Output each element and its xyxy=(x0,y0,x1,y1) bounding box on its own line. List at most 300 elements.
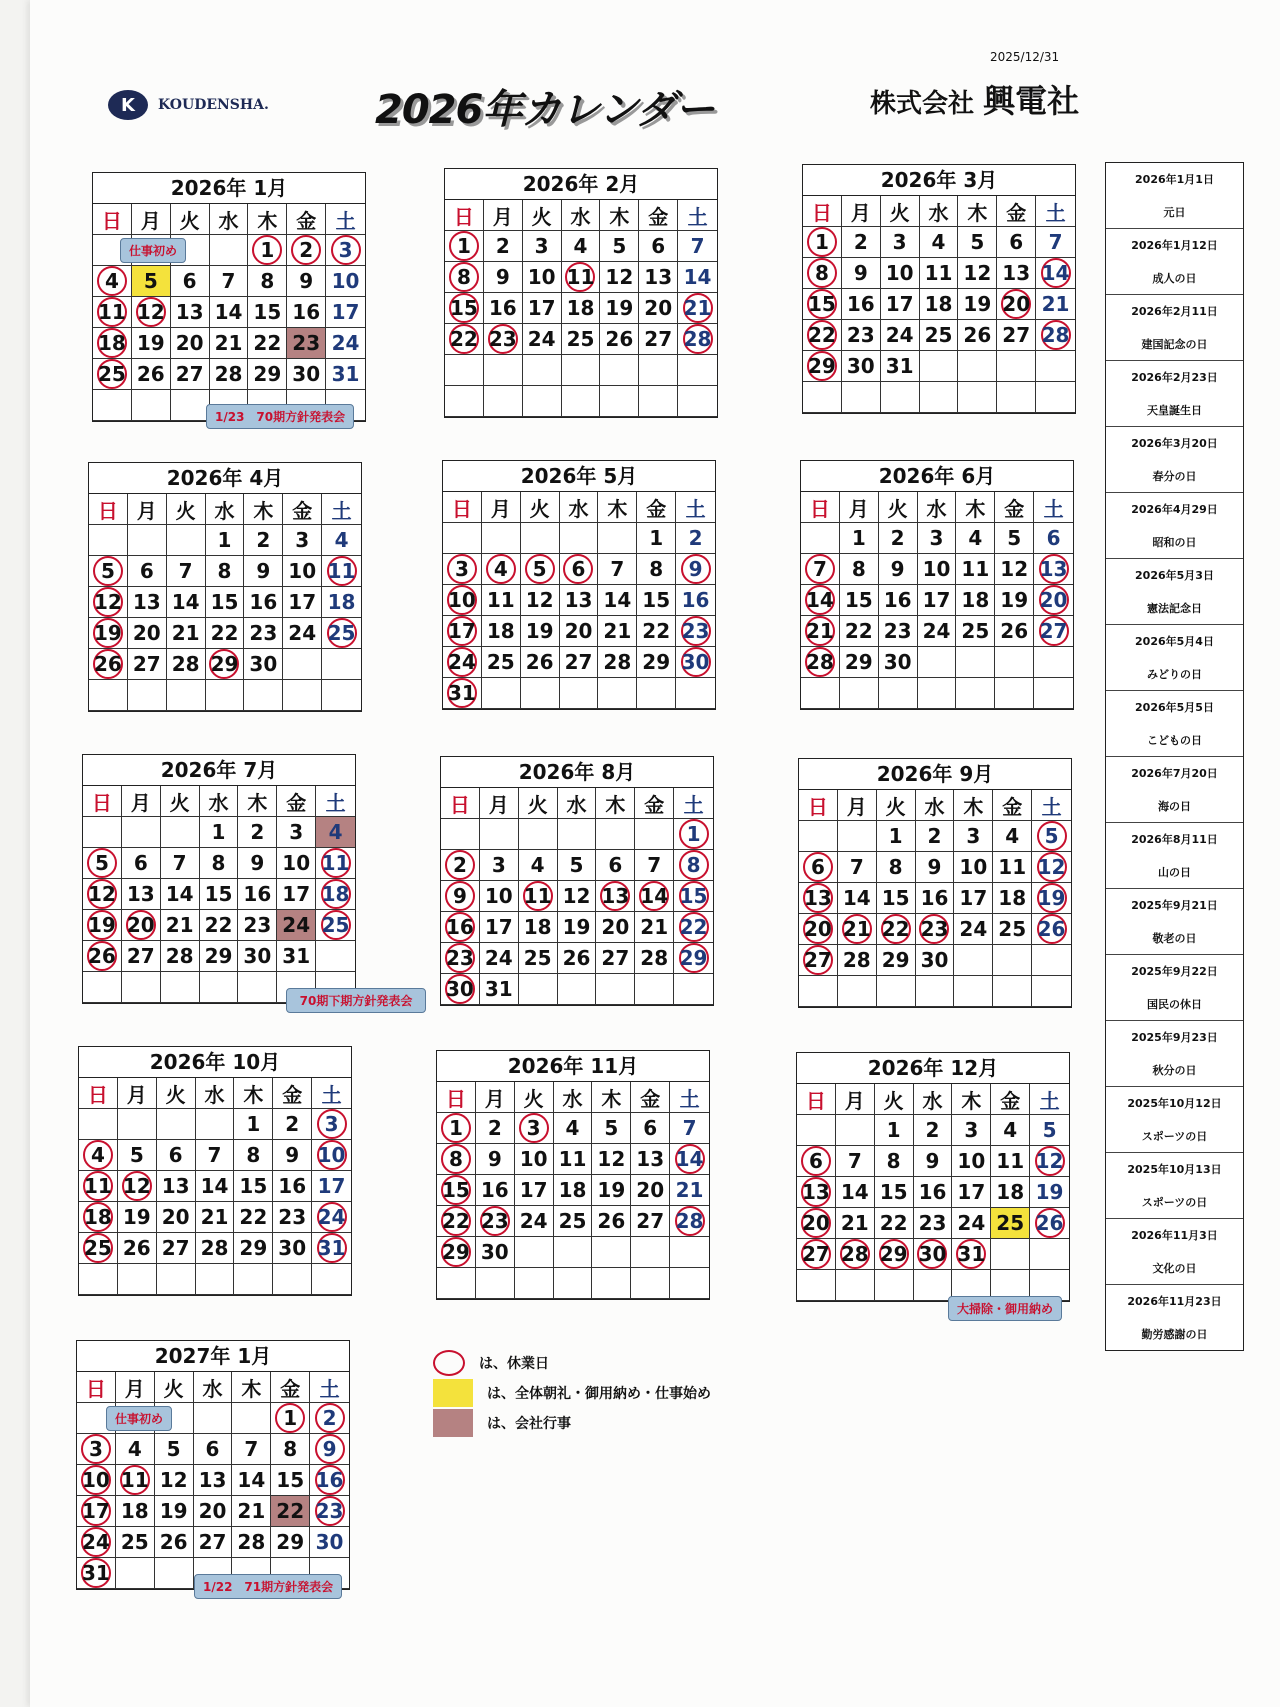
empty-cell xyxy=(670,1237,709,1268)
day-number: 18 xyxy=(327,590,356,614)
day-cell xyxy=(89,587,128,618)
day-number: 8 xyxy=(217,559,232,583)
day-cell xyxy=(842,289,881,320)
weekday-header: 日 xyxy=(93,204,132,235)
day-number: 28 xyxy=(171,652,200,676)
day-cell xyxy=(562,262,601,293)
day-cell xyxy=(206,525,245,556)
holiday-name: 昭和の日 xyxy=(1152,535,1197,549)
day-cell xyxy=(273,1233,312,1264)
day-number: 7 xyxy=(178,559,193,583)
day-number: 31 xyxy=(317,1236,346,1260)
day-cell xyxy=(283,525,322,556)
empty-cell xyxy=(1036,351,1075,382)
holiday-date: 2026年7月20日 xyxy=(1131,767,1218,781)
day-number: 21 xyxy=(842,917,871,941)
day-number: 6 xyxy=(139,559,154,583)
weekday-header: 金 xyxy=(639,200,678,231)
day-number: 30 xyxy=(883,650,912,674)
callout-work-start-2027: 仕事初め xyxy=(106,1406,172,1431)
day-grid xyxy=(77,1372,349,1589)
holiday-entry xyxy=(1106,1285,1243,1350)
day-number: 22 xyxy=(881,917,910,941)
day-number: 22 xyxy=(450,327,478,351)
day-number: 9 xyxy=(927,855,942,879)
day-cell xyxy=(674,850,713,881)
day-cell xyxy=(210,359,249,390)
weekday-header: 水 xyxy=(918,492,957,523)
month-title: 2027年 1月 xyxy=(77,1341,349,1372)
day-cell xyxy=(238,941,277,972)
day-cell xyxy=(316,817,355,848)
empty-cell xyxy=(283,649,322,680)
day-number: 3 xyxy=(526,1116,541,1140)
day-number: 14 xyxy=(806,588,834,612)
empty-cell xyxy=(312,1264,351,1295)
day-cell xyxy=(637,554,676,585)
empty-cell xyxy=(840,678,879,709)
day-number: 15 xyxy=(879,1180,908,1204)
callout-second-half-meeting: 70期下期方針発表会 xyxy=(286,988,426,1013)
day-number: 12 xyxy=(605,265,634,289)
day-cell xyxy=(234,1202,273,1233)
empty-cell xyxy=(445,355,484,386)
day-number: 5 xyxy=(612,234,627,258)
day-number: 6 xyxy=(651,234,666,258)
day-number: 16 xyxy=(243,882,272,906)
day-cell xyxy=(122,879,161,910)
day-number: 7 xyxy=(849,855,864,879)
day-number: 3 xyxy=(454,557,469,581)
weekday-header: 土 xyxy=(670,1082,709,1113)
day-cell xyxy=(287,266,326,297)
day-number: 28 xyxy=(603,650,632,674)
weekday-header: 火 xyxy=(521,492,560,523)
empty-cell xyxy=(118,1109,157,1140)
day-cell xyxy=(558,943,597,974)
day-cell xyxy=(881,320,920,351)
holiday-entry xyxy=(1106,1219,1243,1285)
day-number: 5 xyxy=(1044,824,1059,848)
day-cell xyxy=(238,910,277,941)
day-number: 24 xyxy=(282,913,311,937)
day-number: 15 xyxy=(210,590,239,614)
weekday-header: 土 xyxy=(316,786,355,817)
day-cell xyxy=(287,297,326,328)
empty-cell xyxy=(997,351,1036,382)
day-cell xyxy=(161,910,200,941)
day-number: 19 xyxy=(1037,886,1066,910)
holiday-date: 2025年10月13日 xyxy=(1127,1163,1222,1177)
day-cell xyxy=(519,850,558,881)
day-cell xyxy=(836,1239,875,1270)
month-title: 2026年 10月 xyxy=(79,1047,351,1078)
day-number: 18 xyxy=(98,331,126,355)
day-number: 2 xyxy=(452,853,467,877)
day-number: 14 xyxy=(603,588,632,612)
day-number: 29 xyxy=(881,948,910,972)
day-number: 27 xyxy=(132,652,161,676)
day-number: 24 xyxy=(317,1205,346,1229)
day-cell xyxy=(676,523,715,554)
day-number: 23 xyxy=(883,619,912,643)
day-number: 2 xyxy=(853,230,868,254)
day-number: 17 xyxy=(959,886,988,910)
day-number: 27 xyxy=(804,948,832,972)
day-number: 20 xyxy=(1039,588,1068,612)
day-number: 21 xyxy=(171,621,200,645)
day-number: 5 xyxy=(100,559,115,583)
day-cell xyxy=(157,1171,196,1202)
day-number: 11 xyxy=(321,851,350,875)
day-cell xyxy=(598,585,637,616)
day-cell xyxy=(316,879,355,910)
day-number: 13 xyxy=(804,886,832,910)
day-number: 27 xyxy=(198,1530,227,1554)
day-cell xyxy=(515,1175,554,1206)
day-number: 16 xyxy=(488,296,517,320)
day-cell xyxy=(210,266,249,297)
day-number: 29 xyxy=(808,354,836,378)
weekday-header: 木 xyxy=(234,1078,273,1109)
weekday-header: 金 xyxy=(273,1078,312,1109)
day-cell xyxy=(956,554,995,585)
day-cell xyxy=(995,523,1034,554)
day-number: 10 xyxy=(82,1468,110,1492)
empty-cell xyxy=(79,1264,118,1295)
day-number: 20 xyxy=(126,913,155,937)
day-cell xyxy=(271,1465,310,1496)
day-cell xyxy=(875,1115,914,1146)
empty-cell xyxy=(128,680,167,711)
day-number: 1 xyxy=(456,234,471,258)
day-number: 29 xyxy=(844,650,873,674)
day-cell xyxy=(157,1202,196,1233)
weekday-header: 金 xyxy=(271,1372,310,1403)
day-cell xyxy=(271,1496,310,1527)
day-number: 1 xyxy=(686,822,701,846)
day-cell xyxy=(171,297,210,328)
empty-cell xyxy=(600,386,639,417)
empty-cell xyxy=(484,355,523,386)
day-number: 21 xyxy=(675,1178,704,1202)
day-cell xyxy=(234,1171,273,1202)
weekday-header: 月 xyxy=(842,196,881,227)
empty-cell xyxy=(316,941,355,972)
day-number: 18 xyxy=(321,882,350,906)
day-grid xyxy=(797,1084,1069,1301)
day-cell xyxy=(916,883,955,914)
day-cell xyxy=(437,1237,476,1268)
holiday-date: 2026年4月29日 xyxy=(1131,503,1218,517)
day-number: 11 xyxy=(120,1468,149,1492)
holiday-entry xyxy=(1106,823,1243,889)
day-number: 17 xyxy=(317,1174,346,1198)
empty-cell xyxy=(562,386,601,417)
day-number: 27 xyxy=(161,1236,190,1260)
empty-cell xyxy=(993,945,1032,976)
day-cell xyxy=(443,585,482,616)
month-title: 2026年 5月 xyxy=(443,461,715,492)
day-cell xyxy=(801,554,840,585)
day-number: 14 xyxy=(1041,261,1070,285)
day-cell xyxy=(482,616,521,647)
day-cell xyxy=(676,554,715,585)
day-number: 11 xyxy=(486,588,515,612)
day-number: 11 xyxy=(98,300,126,324)
day-number: 17 xyxy=(527,296,556,320)
day-cell xyxy=(118,1140,157,1171)
day-number: 4 xyxy=(565,1116,580,1140)
empty-cell xyxy=(596,819,635,850)
day-cell xyxy=(93,297,132,328)
empty-cell xyxy=(836,1115,875,1146)
empty-cell xyxy=(879,678,918,709)
day-number: 25 xyxy=(321,913,350,937)
day-cell xyxy=(194,1465,233,1496)
day-number: 14 xyxy=(675,1147,704,1171)
day-cell xyxy=(918,585,957,616)
day-number: 12 xyxy=(1037,855,1066,879)
day-cell xyxy=(210,328,249,359)
weekday-header: 火 xyxy=(877,790,916,821)
red-circle-icon xyxy=(433,1350,465,1376)
holiday-date: 2026年3月20日 xyxy=(1131,437,1218,451)
day-cell xyxy=(596,881,635,912)
empty-cell xyxy=(558,819,597,850)
day-number: 19 xyxy=(1035,1180,1064,1204)
day-cell xyxy=(877,852,916,883)
day-cell xyxy=(322,618,361,649)
empty-cell xyxy=(445,386,484,417)
day-cell xyxy=(244,618,283,649)
day-number: 11 xyxy=(996,1149,1025,1173)
day-cell xyxy=(803,351,842,382)
day-number: 31 xyxy=(282,944,311,968)
day-number: 28 xyxy=(237,1530,266,1554)
day-number: 6 xyxy=(182,269,197,293)
day-number: 6 xyxy=(1046,526,1061,550)
holiday-entry xyxy=(1106,493,1243,559)
empty-cell xyxy=(128,525,167,556)
day-cell xyxy=(803,320,842,351)
day-cell xyxy=(171,266,210,297)
day-number: 9 xyxy=(925,1149,940,1173)
empty-cell xyxy=(836,1270,875,1301)
weekday-header: 日 xyxy=(437,1082,476,1113)
day-cell xyxy=(801,616,840,647)
day-cell xyxy=(519,881,558,912)
day-number: 11 xyxy=(327,559,356,583)
day-cell xyxy=(952,1146,991,1177)
day-grid xyxy=(89,494,361,711)
day-number: 2 xyxy=(250,820,265,844)
empty-cell xyxy=(842,382,881,413)
day-number: 20 xyxy=(802,1211,830,1235)
day-cell xyxy=(476,1144,515,1175)
day-cell xyxy=(155,1434,194,1465)
day-cell xyxy=(596,943,635,974)
day-cell xyxy=(600,293,639,324)
day-cell xyxy=(678,324,717,355)
day-number: 5 xyxy=(129,1143,144,1167)
day-number: 1 xyxy=(211,820,226,844)
day-cell xyxy=(562,231,601,262)
day-cell xyxy=(83,848,122,879)
day-number: 5 xyxy=(166,1437,181,1461)
weekday-header: 木 xyxy=(244,494,283,525)
empty-cell xyxy=(196,1264,235,1295)
day-cell xyxy=(801,585,840,616)
day-number: 1 xyxy=(448,1116,463,1140)
day-cell xyxy=(639,293,678,324)
day-cell xyxy=(515,1144,554,1175)
day-number: 13 xyxy=(636,1147,665,1171)
empty-cell xyxy=(799,976,838,1007)
holiday-name: 建国記念の日 xyxy=(1141,337,1208,351)
day-number: 22 xyxy=(808,323,836,347)
day-cell xyxy=(161,848,200,879)
day-cell xyxy=(635,850,674,881)
day-number: 6 xyxy=(205,1437,220,1461)
day-number: 18 xyxy=(924,292,953,316)
day-number: 6 xyxy=(808,1149,823,1173)
day-number: 19 xyxy=(963,292,992,316)
day-number: 12 xyxy=(1035,1149,1064,1173)
legend xyxy=(433,1348,711,1438)
day-cell xyxy=(79,1233,118,1264)
day-grid xyxy=(801,492,1073,709)
empty-cell xyxy=(89,680,128,711)
day-cell xyxy=(277,941,316,972)
holiday-entry xyxy=(1106,1087,1243,1153)
day-cell xyxy=(674,943,713,974)
month-calendar xyxy=(436,1050,710,1300)
day-cell xyxy=(840,523,879,554)
day-cell xyxy=(206,618,245,649)
month-calendar xyxy=(800,460,1074,710)
day-number: 29 xyxy=(442,1240,470,1264)
day-number: 12 xyxy=(597,1147,626,1171)
day-number: 7 xyxy=(812,557,827,581)
day-number: 20 xyxy=(198,1499,227,1523)
day-cell xyxy=(484,293,523,324)
national-holiday-list xyxy=(1105,162,1244,1351)
day-number: 8 xyxy=(283,1437,298,1461)
day-number: 24 xyxy=(448,650,476,674)
day-cell xyxy=(83,910,122,941)
day-number: 7 xyxy=(207,1143,222,1167)
weekday-header: 日 xyxy=(801,492,840,523)
day-number: 24 xyxy=(519,1209,548,1233)
day-number: 19 xyxy=(562,915,591,939)
day-cell xyxy=(914,1146,953,1177)
day-number: 24 xyxy=(959,917,988,941)
holiday-date: 2026年8月11日 xyxy=(1131,833,1218,847)
day-cell xyxy=(196,1202,235,1233)
weekday-header: 日 xyxy=(797,1084,836,1115)
day-number: 15 xyxy=(679,884,708,908)
empty-cell xyxy=(476,1268,515,1299)
day-number: 31 xyxy=(484,977,513,1001)
day-number: 18 xyxy=(998,886,1027,910)
empty-cell xyxy=(273,1264,312,1295)
empty-cell xyxy=(443,523,482,554)
day-number: 9 xyxy=(250,851,265,875)
weekday-header: 月 xyxy=(836,1084,875,1115)
day-cell xyxy=(480,850,519,881)
day-cell xyxy=(128,587,167,618)
day-cell xyxy=(167,556,206,587)
day-cell xyxy=(836,1146,875,1177)
callout-policy-meeting: 1/23 70期方針発表会 xyxy=(206,404,354,429)
day-number: 12 xyxy=(562,884,591,908)
empty-cell xyxy=(797,1270,836,1301)
day-number: 12 xyxy=(88,882,116,906)
day-cell xyxy=(171,359,210,390)
day-cell xyxy=(310,1496,349,1527)
empty-cell xyxy=(995,678,1034,709)
empty-cell xyxy=(206,680,245,711)
day-number: 31 xyxy=(885,354,914,378)
day-number: 15 xyxy=(276,1468,305,1492)
day-cell xyxy=(523,324,562,355)
month-calendar xyxy=(798,758,1072,1008)
day-cell xyxy=(560,585,599,616)
empty-cell xyxy=(954,945,993,976)
weekday-header: 火 xyxy=(519,788,558,819)
day-cell xyxy=(1036,320,1075,351)
day-number: 30 xyxy=(292,362,321,386)
day-number: 26 xyxy=(136,362,165,386)
day-number: 8 xyxy=(814,261,829,285)
day-number: 16 xyxy=(446,915,474,939)
weekday-header: 月 xyxy=(480,788,519,819)
day-cell xyxy=(993,914,1032,945)
day-cell xyxy=(200,879,239,910)
day-cell xyxy=(916,852,955,883)
empty-cell xyxy=(116,1558,155,1589)
day-number: 16 xyxy=(920,886,949,910)
weekday-header: 火 xyxy=(171,204,210,235)
day-number: 21 xyxy=(640,915,669,939)
day-cell xyxy=(997,320,1036,351)
month-title: 2026年 1月 xyxy=(93,173,365,204)
day-cell xyxy=(79,1140,118,1171)
day-cell xyxy=(167,649,206,680)
empty-cell xyxy=(89,525,128,556)
day-cell xyxy=(879,585,918,616)
day-number: 8 xyxy=(886,1149,901,1173)
empty-cell xyxy=(954,976,993,1007)
day-number: 18 xyxy=(961,588,990,612)
day-cell xyxy=(1032,852,1071,883)
day-number: 12 xyxy=(122,1174,151,1198)
day-number: 5 xyxy=(1042,1118,1057,1142)
month-calendar xyxy=(442,460,716,710)
day-cell xyxy=(838,914,877,945)
day-number: 5 xyxy=(604,1116,619,1140)
day-cell xyxy=(77,1558,116,1589)
day-cell xyxy=(128,649,167,680)
day-cell xyxy=(83,941,122,972)
day-cell xyxy=(445,262,484,293)
day-cell xyxy=(271,1403,310,1434)
day-number: 25 xyxy=(120,1530,149,1554)
day-number: 2 xyxy=(927,824,942,848)
day-cell xyxy=(639,324,678,355)
empty-cell xyxy=(1032,945,1071,976)
